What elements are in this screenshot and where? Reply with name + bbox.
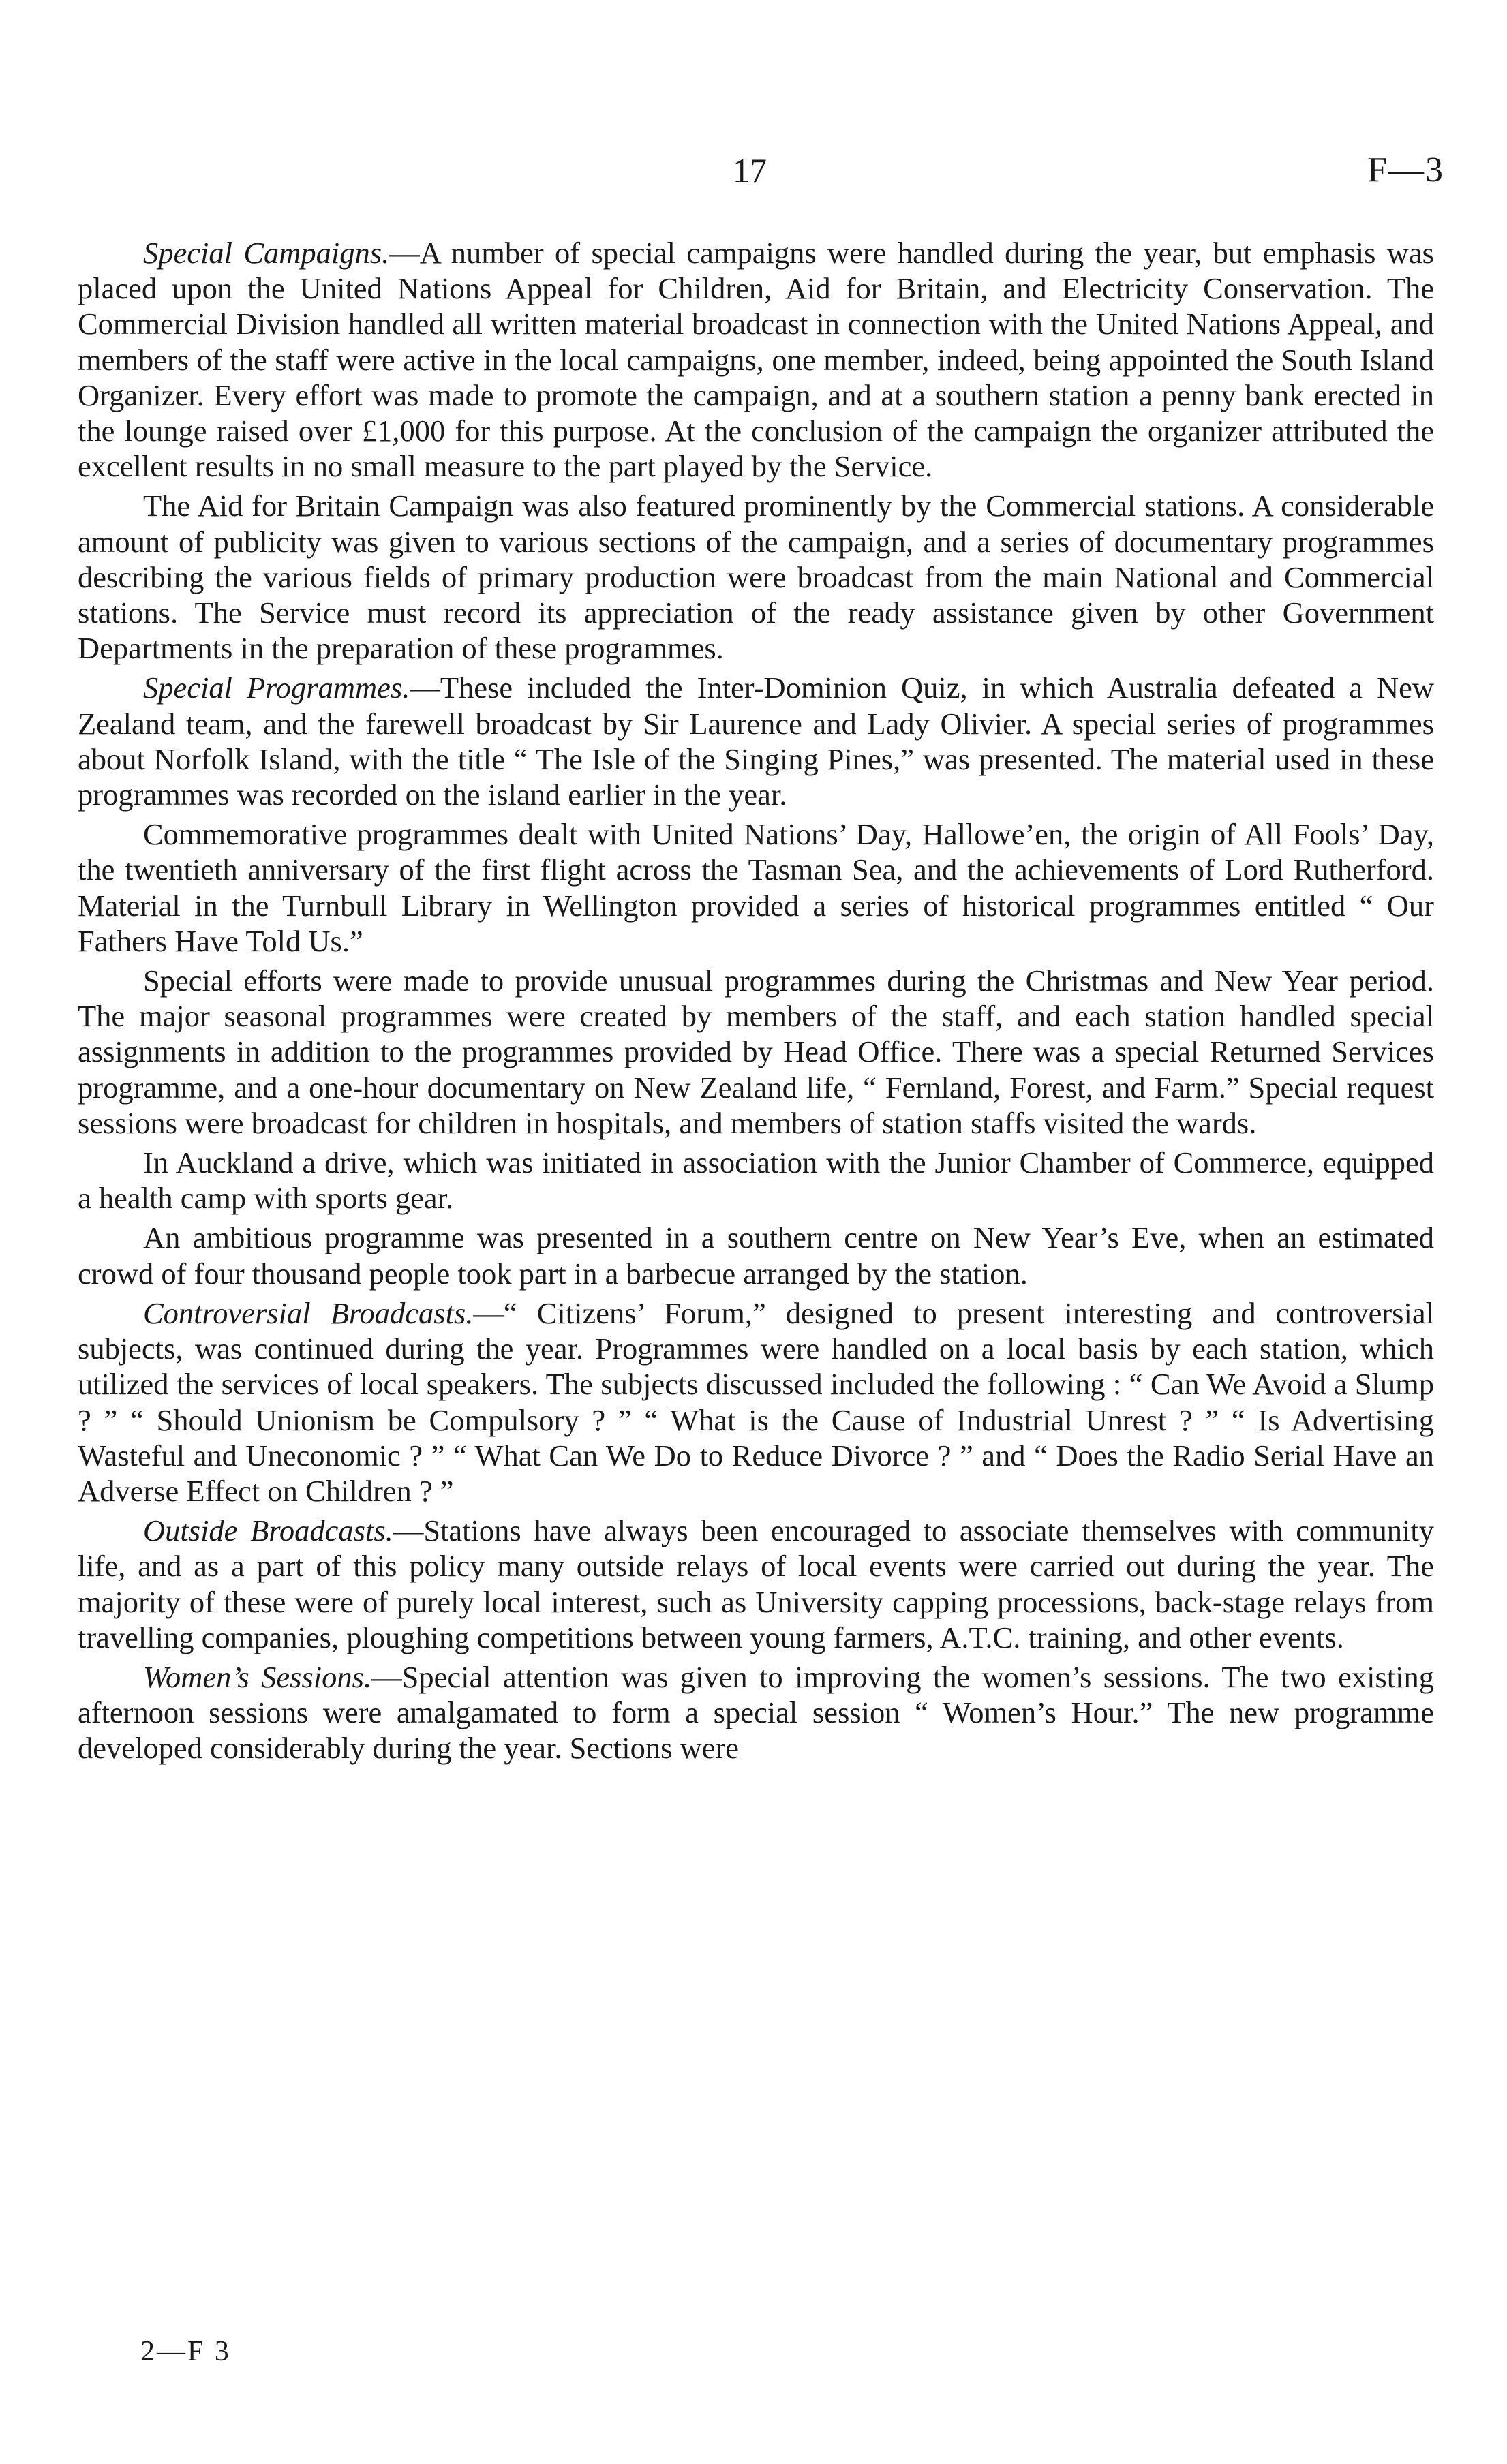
paragraph-text: Commemorative programmes dealt with United Nations’ Day, Hallowe’en, the origin of All Fools’ Day, the twentieth anniversary of the first flight across the Tasman Sea, and the achievements of Lord Rutherford. Material in the Turnbull Library in Wellington provided a series of historical programmes entitled “ Our Fathers Have Told Us.” <box>78 817 1434 958</box>
paragraph-womens-sessions <box>78 1659 1434 1766</box>
document-reference: F—3 <box>1367 151 1444 189</box>
paragraph-new-years-eve <box>78 1220 1434 1291</box>
paragraph-heading: Women’s Sessions. <box>143 1659 372 1694</box>
paragraph-text: —These included the Inter-Dominion Quiz, in which Australia defeated a New Zealand team, and the farewell broadcast by Sir Laurence and Lady Olivier. A special series of programmes about Norfolk Island, with the title “ The Isle of the Singing Pines,” was presented. The material used in these programmes was recorded on the island earlier in the year. <box>78 671 1434 812</box>
paragraph-outside-broadcasts <box>78 1513 1434 1655</box>
paragraph-text: The Aid for Britain Campaign was also featured prominently by the Commercial stations. A considerable amount of publicity was given to various sections of the campaign, and a series of documentary programmes describing the various fields of primary production were broadcast from the main National and Commercial stations. The Service must record its appreciation of the ready assistance given by other Government Departments in the preparation of these programmes. <box>78 489 1434 666</box>
paragraph-text: —“ Citizens’ Forum,” designed to present interesting and controversial subjects, was continued during the year. Programmes were handled on a local basis by each station, which utilized the services of local speakers. The subjects discussed included the following : “ Can We Avoid a Slump ? ” “ Should Unionism be Compulsory ? ” “ What is the Cause of Industrial Unrest ? ” “ Is Advertising Wasteful and Uneconomic ? ” “ What Can We Do to Reduce Divorce ? ” and “ Does the Radio Serial Have an Adverse Effect on Children ? ” <box>78 1295 1434 1508</box>
paragraph-auckland <box>78 1145 1434 1216</box>
page-number: 17 <box>733 151 767 189</box>
paragraph-text: In Auckland a drive, which was initiated in association with the Junior Chamber of Commerce, equipped a health camp with sports gear. <box>78 1145 1434 1216</box>
paragraph-heading: Controversial Broadcasts. <box>143 1295 474 1330</box>
paragraph-heading: Special Programmes. <box>143 671 410 705</box>
paragraph-heading: Outside Broadcasts. <box>143 1513 393 1548</box>
paragraph-commemorative <box>78 816 1434 959</box>
paragraph-special-programmes <box>78 670 1434 812</box>
body-text <box>78 235 1434 1766</box>
footer-signature-mark: 2—F 3 <box>140 2336 231 2367</box>
paragraph-controversial-broadcasts <box>78 1295 1434 1509</box>
paragraph-text: —Stations have always been encouraged to associate themselves with community life, and as a part of this policy many outside relays of local events were carried out during the year. The majority of these were of purely local interest, such as University capping processions, back-stage relays from travelling companies, ploughing competitions between young farmers, A.T.C. training, and other events. <box>78 1513 1434 1654</box>
paragraph-text: Special efforts were made to provide unusual programmes during the Christmas and New Year period. The major seasonal programmes were created by members of the staff, and each station handled special assignments in addition to the programmes provided by Head Office. There was a special Returned Services programme, and a one-hour documentary on New Zealand life, “ Fernland, Forest, and Farm.” Special request sessions were broadcast for children in hospitals, and members of station staffs visited the wards. <box>78 964 1434 1140</box>
paragraph-aid-for-britain <box>78 488 1434 666</box>
paragraph-special-campaigns <box>78 235 1434 484</box>
paragraph-text: —A number of special campaigns were handled during the year, but emphasis was placed upon the United Nations Appeal for Children, Aid for Britain, and Electricity Conservation. The Commercial Division handled all written material broadcast in connection with the United Nations Appeal, and members of the staff were active in the local campaigns, one member, indeed, being appointed the South Island Organizer. Every effort was made to promote the campaign, and at a southern station a penny bank erected in the lounge raised over £1,000 for this purpose. At the conclusion of the campaign the organizer attributed the excellent results in no small measure to the part played by the Service. <box>78 236 1435 484</box>
paragraph-text: An ambitious programme was presented in a southern centre on New Year’s Eve, when an estimated crowd of four thousand people took part in a barbecue arranged by the station. <box>78 1220 1434 1291</box>
paragraph-christmas <box>78 963 1434 1141</box>
paragraph-heading: Special Campaigns. <box>143 236 390 270</box>
paragraph-text: —Special attention was given to improving the women’s sessions. The two existing afternoon sessions were amalgamated to form a special session “ Women’s Hour.” The new programme developed considerably during the year. Sections were <box>78 1659 1434 1766</box>
